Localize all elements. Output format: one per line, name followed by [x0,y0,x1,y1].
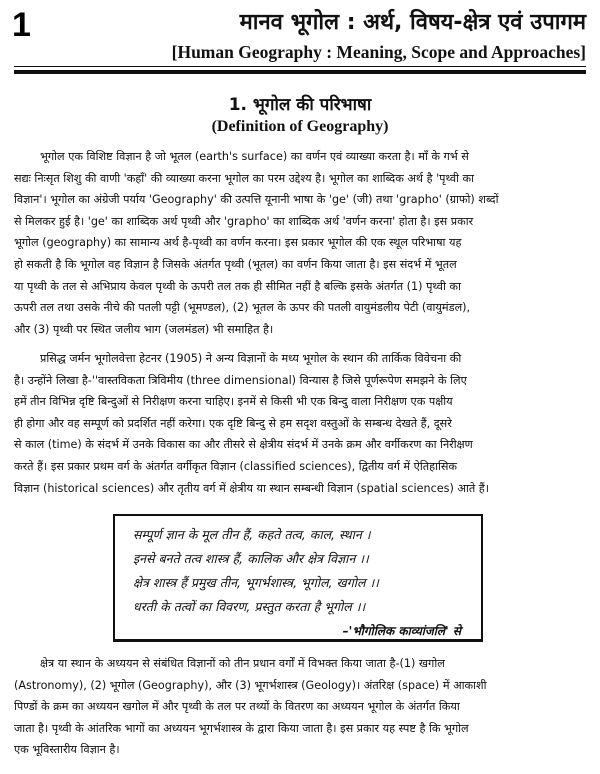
paragraph-hettner [14,348,586,499]
text-line: हमें तीन विभिन्न दृष्टि बिन्दुओं से निरीक्षण करना चाहिए। इनमें से किसी भी एक बिन्दु वाला निरीक्षण एक पक्षीय [14,395,453,409]
text-line: करते हैं। इस प्रकार प्रथम वर्ग के अंतर्गत वर्गीकृत विज्ञान (classified sciences), द्वितीय वर्ग में ऐतिहासिक [14,459,458,473]
paragraph-definition [14,146,586,340]
text-line: विज्ञान (historical sciences) और तृतीय वर्ग में क्षेत्रीय या स्थान सम्बन्धी विज्ञान (spatial sciences) आते हैं। [14,481,489,495]
section-title-hindi: 1. भूगोल की परिभाषा [228,95,372,115]
chapter-title-english: [Human Geography : Meaning, Scope and Approaches] [171,42,586,62]
poem-source: –'भौगोलिक काव्यांजलि' से [342,624,461,638]
poem-box [113,514,483,642]
text-line: ही होगा और वह सम्पूर्ण को प्रदर्शित नहीं करेगा। एक दृष्टि बिन्दु से हम सदृश वस्तुओं के सम्बन्ध देखते हैं, दूसरे [14,416,452,430]
text-line: जाता है। पृथ्वी के आंतरिक भागों का अध्ययन भूगर्भशास्त्र के द्वारा किया जाता है। इस प्रकार यह स्पष्ट है कि भूगोल [14,721,469,735]
poem-line: क्षेत्र शास्त्र हैं प्रमुख तीन, भूगर्भशास्त्र, भूगोल, खगोल ।। [133,575,379,590]
chapter-title-hindi: मानव भूगोल : अर्थ, विषय-क्षेत्र एवं उपागम [239,10,586,35]
chapter-number: 1 [12,6,31,44]
text-line: है। उन्होंने लिखा है-''वास्तविकता त्रिविमीय (three dimensional) विन्यास है जिसे पूर्णरूपेण समझने के लिए [14,373,467,387]
text-line: भूगोल (geography) का सामान्य अर्थ है-पृथ्वी का वर्णन करना। इस प्रकार भूगोल की एक स्थूल परिभाषा यह [14,236,462,250]
text-line: एक भूविस्तारीय विज्ञान है। [14,743,120,757]
poem-line: इनसे बनते तत्व शास्त्र हैं, कालिक और क्षेत्र विज्ञान ।। [133,551,369,566]
poem-line: सम्पूर्ण ज्ञान के मूल तीन हैं, कहते तत्व, काल, स्थान । [133,527,371,542]
text-line: या पृथ्वी के तल से अभिप्राय केवल पृथ्वी के ऊपरी तल तक ही सीमित नहीं है बल्कि इसके अंतर्गत (1) पृथ्वी का [14,279,461,293]
text-line: विज्ञान'। भूगोल का अंग्रेजी पर्याय 'Geography' की उत्पत्ति यूनानी भाषा के 'ge' (जी) तथा 'grapho' (ग्राफो) शब्दों [14,193,499,207]
text-line: पिण्डों के क्रम का अध्ययन खगोल में और पृथ्वी के तल पर तथ्यों के वितरण का अध्ययन भूगोल के अंतर्गत किया [14,700,460,714]
paragraph-spatial-sciences [14,653,586,761]
section-title-english: (Definition of Geography) [211,118,389,135]
text-line: (Astronomy), (2) भूगोल (Geography), और (3) भूगर्भशास्त्र (Geology)। अंतरिक्ष (space) में आकाशी [14,678,487,692]
header-rule-thin [14,66,586,67]
header-rule-thick [14,70,586,74]
text-line: से मिलकर हुई है। 'ge' का शाब्दिक अर्थ पृथ्वी और 'grapho' का शाब्दिक अर्थ 'वर्णन करना' होता है। इस प्रकार [14,214,474,228]
text-line: ऊपरी तल तथा उसके नीचे की पतली पट्टी (भूमण्डल), (2) भूतल के ऊपर की पतली वायुमंडलीय पेटी (वायुमंडल), [14,301,471,315]
poem-line: धरती के तत्वों का विवरण, प्रस्तुत करता है भूगोल ।। [133,599,366,614]
text-line: से काल (time) के संदर्भ में उनके विकास का और तीसरे से क्षेत्रीय संदर्भ में उनके क्रम और वर्गीकरण का निरीक्षण [14,438,473,452]
text-line: सद्यः निःसृत शिशु की वाणी 'कहाँ' की व्याख्या करना भूगोल का परम उद्देश्य है। भूगोल का शाब्दिक अर्थ है 'पृथ्वी का [14,171,475,185]
text-line: और (3) पृथ्वी पर स्थित जलीय भाग (जलमंडल) भी समाहित है। [14,322,274,336]
text-line: प्रसिद्ध जर्मन भूगोलवेत्ता हेटनर (1905) ने अन्य विज्ञानों के मध्य भूगोल के स्थान की तार्किक विवेचना की [40,352,462,365]
text-line: क्षेत्र या स्थान के अध्ययन से संबंधित विज्ञानों को तीन प्रधान वर्गों में विभक्त किया जाता है-(1) खगोल [40,657,445,670]
text-line: हो सकती है कि भूगोल वह विज्ञान है जिसके अंतर्गत पृथ्वी (भूतल) का वर्णन किया जाता है। इस संदर्भ में भूतल [14,257,457,271]
text-line: भूगोल एक विशिष्ट विज्ञान है जो भूतल (earth's surface) का वर्णन एवं व्याख्या करता है। माँ के गर्भ से [40,150,469,163]
